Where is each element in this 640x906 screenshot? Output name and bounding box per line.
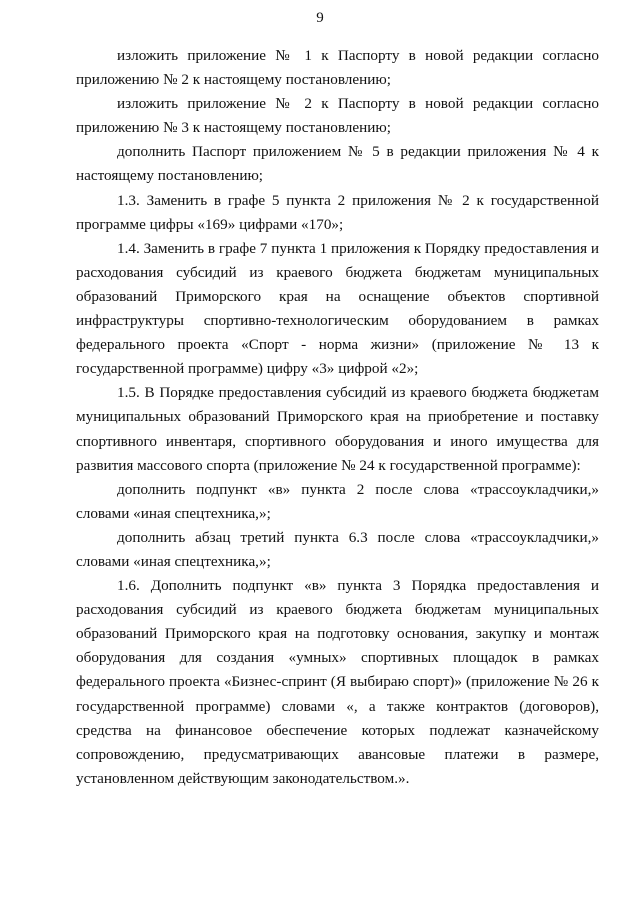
paragraph: изложить приложение № 1 к Паспорту в новой редакции согласно приложению № 2 к настоящему постановлению; bbox=[76, 47, 599, 89]
paragraph: изложить приложение № 2 к Паспорту в новой редакции согласно приложению № 3 к настоящему постановлению; bbox=[76, 95, 599, 137]
document-body bbox=[76, 44, 599, 791]
paragraph: 1.3. Заменить в графе 5 пункта 2 приложения № 2 к государственной программе цифры «169» цифрами «170»; bbox=[76, 191, 599, 233]
paragraph: 1.6. Дополнить подпункт «в» пункта 3 Порядка предоставления и расходования субсидий из краевого бюджета бюджетам муниципальных образований Приморского края на подготовку основания, закупку и монтаж оборудования для создания «умных» спортивных площадок в рамках федерального проекта «Бизнес-спринт (Я выбираю спорт)» (приложение № 26 к государственной программе) словами «, а также контрактов (договоров), средства на финансовое обеспечение которых подлежат казначейскому сопровождению, предусматривающих авансовые платежи в размере, установленном действующим законодательством.». bbox=[76, 577, 599, 787]
paragraph: дополнить абзац третий пункта 6.3 после слова «трассоукладчики,» словами «иная спецтехника,»; bbox=[76, 528, 599, 570]
page-number: 9 bbox=[316, 10, 324, 26]
paragraph: 1.5. В Порядке предоставления субсидий из краевого бюджета бюджетам муниципальных образований Приморского края на приобретение и поставку спортивного инвентаря, спортивного оборудования и иного имущества для развития массового спорта (приложение № 24 к государственной программе): bbox=[76, 384, 599, 474]
paragraph: дополнить подпункт «в» пункта 2 после слова «трассоукладчики,» словами «иная спецтехника,»; bbox=[76, 480, 599, 522]
paragraph: 1.4. Заменить в графе 7 пункта 1 приложения к Порядку предоставления и расходования субсидий из краевого бюджета бюджетам муниципальных образований Приморского края на оснащение объектов спортивной инфраструктуры спортивно-технологическим оборудованием в рамках федерального проекта «Спорт - норма жизни» (приложение № 13 к государственной программе) цифру «3» цифрой «2»; bbox=[76, 239, 600, 378]
paragraph: дополнить Паспорт приложением № 5 в редакции приложения № 4 к настоящему постановлению; bbox=[76, 143, 599, 185]
